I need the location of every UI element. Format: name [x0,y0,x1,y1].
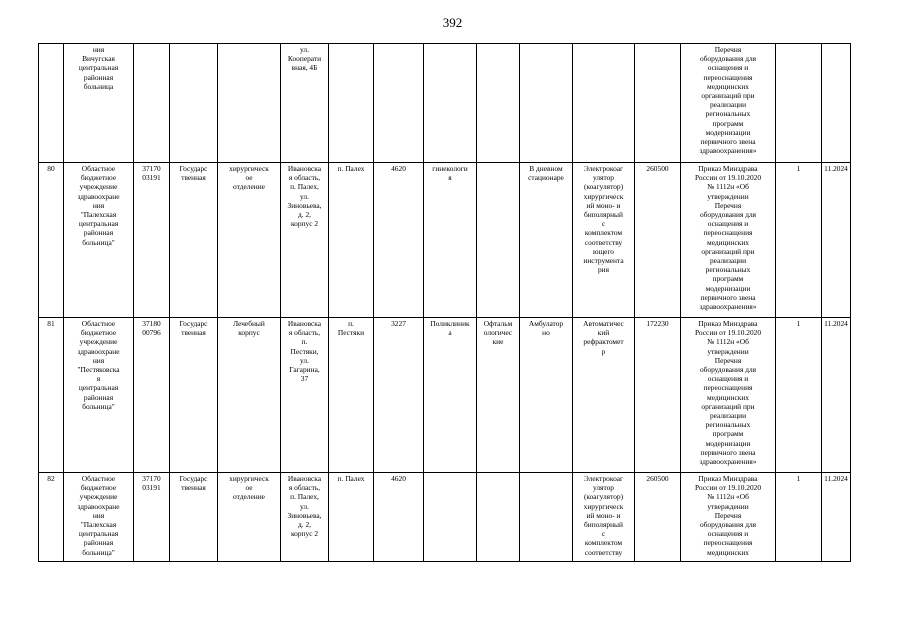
cell-code: 37170 03191 [134,473,170,562]
cell-quantity: 1 [776,163,822,318]
cell-okato [374,44,424,163]
cell-locality [329,44,374,163]
cell-date: 11.2024 [822,318,851,473]
cell-okato: 4620 [374,473,424,562]
cell-subprofile [477,163,520,318]
cell-code [134,44,170,163]
cell-subprofile [477,473,520,562]
cell-locality: п. Палех [329,473,374,562]
cell-profile: Поликлиник а [424,318,477,473]
cell-okato: 4620 [374,163,424,318]
cell-equipment: Электрокоаг улятор (коагулятор) хирургическ ий моно- и биполярный с комплектом соответству ющего инструмента рия [573,163,635,318]
cell-basis: Приказ Минздрава России от 19.10.2020 № 1112н «Об утверждении Перечня оборудования для оснащения и переоснащения медицинских [681,473,776,562]
cell-basis: Приказ Минздрава России от 19.10.2020 № 1112н «Об утверждении Перечня оборудования для оснащения и переоснащения медицинских организаций при реализации региональных программ модернизации первичного звена здравоохранения» [681,318,776,473]
cell-code: 37180 00796 [134,318,170,473]
cell-date: 11.2024 [822,473,851,562]
cell-address: Ивановска я область, п. Пестяки, ул. Гагарина, 37 [281,318,329,473]
cell-ownership: Государс твенная [170,473,218,562]
cell-date: 11.2024 [822,163,851,318]
cell-number [39,44,64,163]
table-row [39,163,851,318]
cell-unit: хирургическ ое отделение [218,163,281,318]
cell-care-conditions: Амбулатор но [520,318,573,473]
cell-care-conditions [520,44,573,163]
cell-care-conditions [520,473,573,562]
cell-price: 172230 [635,318,681,473]
cell-subprofile [477,44,520,163]
table-row [39,473,851,562]
cell-subprofile: Офтальм ологичес кие [477,318,520,473]
page-number: 392 [442,15,463,30]
cell-organization: Областное бюджетное учреждение здравоохране ния "Палехская центральная районная больница" [64,473,134,562]
cell-price [635,44,681,163]
cell-equipment [573,44,635,163]
cell-price: 260500 [635,473,681,562]
table-row [39,318,851,473]
cell-profile [424,473,477,562]
equipment-table [38,43,851,562]
cell-locality: п. Пестяки [329,318,374,473]
cell-address: ул. Кооперати вная, 4Б [281,44,329,163]
cell-ownership: Государс твенная [170,163,218,318]
cell-price: 260500 [635,163,681,318]
cell-number: 82 [39,473,64,562]
cell-equipment: Автоматичес кий рефрактомет р [573,318,635,473]
cell-organization: Областное бюджетное учреждение здравоохране ния "Пестяковска я центральная районная больница" [64,318,134,473]
cell-unit: Лечебный корпус [218,318,281,473]
cell-equipment: Электрокоаг улятор (коагулятор) хирургическ ий моно- и биполярный с комплектом соответству [573,473,635,562]
cell-code: 37170 03191 [134,163,170,318]
cell-date [822,44,851,163]
cell-address: Ивановска я область, п. Палех, ул. Зиновьева, д. 2, корпус 2 [281,163,329,318]
cell-locality: п. Палех [329,163,374,318]
cell-quantity: 1 [776,473,822,562]
cell-address: Ивановска я область, п. Палех, ул. Зиновьева, д. 2, корпус 2 [281,473,329,562]
cell-number: 80 [39,163,64,318]
cell-ownership [170,44,218,163]
cell-profile: гинекологи я [424,163,477,318]
cell-organization: Областное бюджетное учреждение здравоохране ния "Палехская центральная районная больница" [64,163,134,318]
cell-unit [218,44,281,163]
cell-number: 81 [39,318,64,473]
cell-organization: ния Вичугская центральная районная больница [64,44,134,163]
cell-quantity [776,44,822,163]
cell-basis: Перечня оборудования для оснащения и переоснащения медицинских организаций при реализации региональных программ модернизации первичного звена здравоохранения» [681,44,776,163]
cell-profile [424,44,477,163]
cell-unit: хирургическ ое отделение [218,473,281,562]
cell-quantity: 1 [776,318,822,473]
cell-care-conditions: В дневном стационаре [520,163,573,318]
cell-okato: 3227 [374,318,424,473]
cell-basis: Приказ Минздрава России от 19.10.2020 № 1112н «Об утверждении Перечня оборудования для оснащения и переоснащения медицинских организаций при реализации региональных программ модернизации первичного звена здравоохранения» [681,163,776,318]
cell-ownership: Государс твенная [170,318,218,473]
table-row [39,44,851,163]
